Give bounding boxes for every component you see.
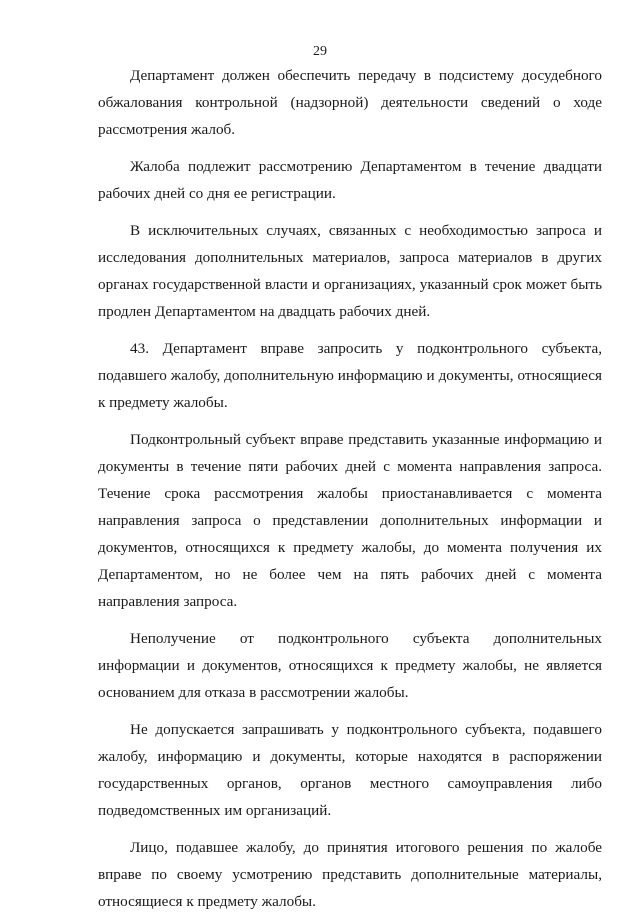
paragraph: Жалоба подлежит рассмотрению Департаментом в течение двадцати рабочих дней со дня ее регистрации. <box>98 158 602 202</box>
document-body <box>98 62 602 915</box>
paragraph: Департамент должен обеспечить передачу в подсистему досудебного обжалования контрольной (надзорной) деятельности сведений о ходе рассмотрения жалоб. <box>98 67 602 138</box>
page-number: 29 <box>313 44 327 59</box>
paragraph: Неполучение от подконтрольного субъекта дополнительных информации и документов, относящихся к предмету жалобы, не является основанием для отказа в рассмотрении жалобы. <box>98 630 602 701</box>
paragraph: 43. Департамент вправе запросить у подконтрольного субъекта, подавшего жалобу, дополнительную информацию и документы, относящиеся к предмету жалобы. <box>98 340 602 411</box>
paragraph: Подконтрольный субъект вправе представить указанные информацию и документы в течение пяти рабочих дней с момента направления запроса. Течение срока рассмотрения жалобы приостанавливается с момента направления запроса о представлении дополнительных информации и документов, относящихся к предмету жалобы, до момента получения их Департаментом, но не более чем на пять рабочих дней с момента направления запроса. <box>98 431 602 610</box>
paragraph: Лицо, подавшее жалобу, до принятия итогового решения по жалобе вправе по своему усмотрению представить дополнительные материалы, относящиеся к предмету жалобы. <box>98 839 602 910</box>
paragraph: Не допускается запрашивать у подконтрольного субъекта, подавшего жалобу, информацию и документы, которые находятся в распоряжении государственных органов, органов местного самоуправления либо подведомственных им организаций. <box>98 721 602 819</box>
paragraph: В исключительных случаях, связанных с необходимостью запроса и исследования дополнительных материалов, запроса материалов в других органах государственной власти и организациях, указанный срок может быть продлен Департаментом на двадцать рабочих дней. <box>98 222 602 320</box>
